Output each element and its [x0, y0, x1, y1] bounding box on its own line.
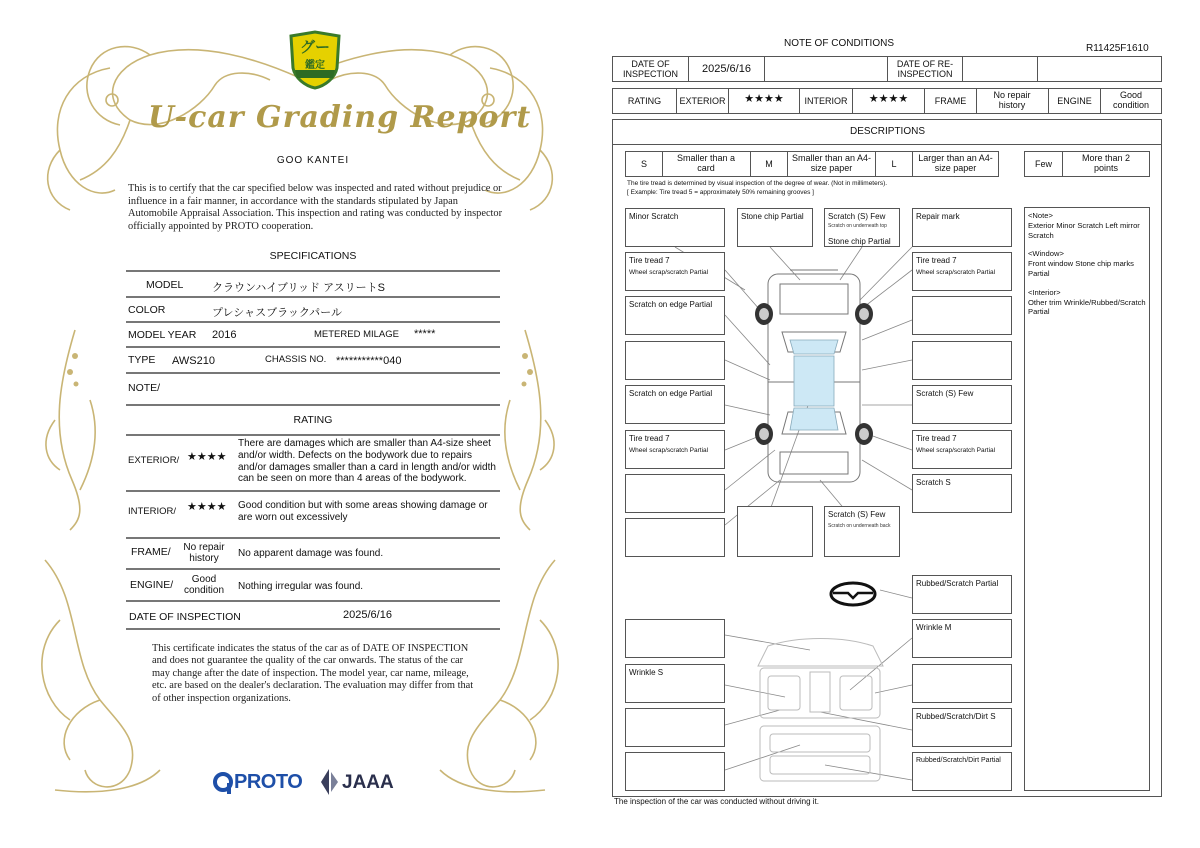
interior-description: Good condition but with some areas showing damage or are worn out excessively — [238, 500, 488, 523]
box-text: Scratch (S) Few — [828, 212, 886, 221]
note-label: NOTE/ — [128, 382, 161, 394]
mileage-label: METERED MILAGE — [314, 329, 399, 340]
box-empty — [737, 506, 813, 557]
legend-s: S — [640, 159, 647, 169]
frame-label: FRAME/ — [131, 546, 171, 558]
interior-value: Other trim Wrinkle/Rubbed/Scratch Partial — [1028, 297, 1146, 317]
box-wrinkle-m — [912, 619, 1012, 658]
box-text: Rubbed/Scratch Partial — [916, 579, 999, 588]
box-text: Tire tread 7 — [916, 256, 957, 265]
divider — [126, 296, 500, 298]
box-scratch-edge-2 — [625, 385, 725, 424]
date-of-reinspection-label: DATE OF RE-INSPECTION — [896, 59, 954, 79]
box-rubbed-partial — [912, 575, 1012, 614]
model-year-label: MODEL YEAR — [128, 329, 197, 341]
engine-value: Good condition — [1112, 90, 1150, 110]
model-value: クラウンハイブリッド アスリートS — [212, 282, 385, 294]
mileage-value: ***** — [414, 328, 436, 340]
box-text: Tire tread 7 — [629, 434, 670, 443]
goo-kantei-badge — [287, 30, 343, 90]
box-text: Tire tread 7 — [916, 434, 957, 443]
report-subtitle: GOO KANTEI — [276, 155, 350, 166]
chassis-value: ***********040 — [336, 355, 402, 367]
box-tire-rear-left — [625, 430, 725, 469]
box-empty — [625, 619, 725, 658]
legend-few: Few — [1034, 159, 1052, 169]
badge-top-text: グー — [299, 39, 330, 56]
divider — [126, 490, 500, 492]
note-heading: <Note> — [1028, 211, 1053, 220]
legend-m-desc: Smaller than an A4-size paper — [791, 153, 872, 173]
box-text: Scratch on edge Partial — [629, 300, 713, 309]
box-text: Minor Scratch — [629, 212, 679, 221]
interior-heading: <Interior> — [1028, 287, 1061, 297]
frame-description: No apparent damage was found. — [238, 548, 384, 559]
legend-l: L — [891, 159, 897, 169]
box-text: Scratch (S) Few — [828, 510, 886, 519]
exterior-stars: ★★★★ — [187, 451, 227, 463]
box-empty — [912, 341, 1012, 380]
frame-label: FRAME — [934, 96, 967, 106]
box-text: Wrinkle M — [916, 623, 952, 632]
model-year-value: 2016 — [212, 329, 237, 341]
proto-logo — [212, 770, 312, 796]
engine-label: ENGINE — [1057, 96, 1092, 106]
note-value: Exterior Minor Scratch Left mirror Scratch — [1028, 220, 1140, 240]
box-minor-scratch — [625, 208, 725, 247]
proto-logo-text: PROTO — [234, 771, 303, 793]
rating-label: RATING — [627, 96, 662, 106]
divider — [126, 321, 500, 323]
type-value: AWS210 — [172, 355, 216, 367]
box-scratch-s — [912, 474, 1012, 513]
steering-wheel-icon — [828, 580, 878, 608]
exterior-description: There are damages which are smaller than A4-size sheet and/or width. Defects on the bodywork due to repairs and/or damages smaller than a card in length and/or width can be seen on more than 4 areas of the bodywork. — [238, 438, 496, 485]
box-text: Wheel scrap/scratch Partial — [629, 269, 709, 276]
box-tire-front-left — [625, 252, 725, 291]
box-text: Rubbed/Scratch/Dirt S — [916, 712, 996, 721]
box-text: Scratch S — [916, 478, 951, 487]
box-empty — [912, 296, 1012, 335]
inspection-date-value: 2025/6/16 — [343, 609, 392, 621]
box-text: Wheel scrap/scratch Partial — [629, 447, 709, 454]
car-top-view-diagram — [750, 262, 880, 492]
report-title: U-car Grading Report — [148, 100, 532, 135]
car-interior-diagram — [748, 636, 893, 786]
box-wrinkle-s — [625, 664, 725, 703]
box-text: Stone chip Partial — [741, 212, 804, 221]
specifications-heading: SPECIFICATIONS — [269, 250, 357, 262]
reference-number: R11425F1610 — [1086, 43, 1149, 54]
divider — [126, 628, 500, 630]
interior-label: INTERIOR/ — [128, 506, 177, 517]
box-empty — [625, 474, 725, 513]
date-of-inspection-value: 2025/6/16 — [702, 63, 751, 75]
box-text: Wrinkle S — [629, 668, 664, 677]
box-text: Rubbed/Scratch/Dirt Partial — [916, 757, 1001, 764]
divider — [126, 434, 500, 436]
note-of-conditions-page — [600, 0, 1200, 848]
certificate-text: This is to certify that the car specified below was inspected and rated without prejudice or influence in a fair manner, in accordance with the standards stipulated by Japan Automobile Appraisal Association. This inspection and rating was conducted by inspector officially appointed by PROTO cooperation. — [128, 183, 503, 232]
chassis-label: CHASSIS NO. — [265, 354, 327, 365]
box-rubbed-dirt-s — [912, 708, 1012, 747]
divider — [126, 568, 500, 570]
type-label: TYPE — [128, 354, 156, 366]
frame-value: No repair history — [183, 542, 225, 564]
box-text: Stone chip Partial — [828, 237, 891, 246]
box-scratch-edge-1 — [625, 296, 725, 335]
window-heading: <Window> — [1028, 249, 1064, 259]
inspection-date-label: DATE OF INSPECTION — [129, 611, 241, 623]
divider — [126, 270, 500, 272]
window-value: Front window Stone chip marks Partial — [1028, 259, 1134, 278]
date-of-inspection-label: DATE OF INSPECTION — [622, 59, 678, 79]
divider — [126, 346, 500, 348]
divider — [126, 372, 500, 374]
box-repair-mark — [912, 208, 1012, 247]
box-text: Repair mark — [916, 212, 960, 221]
legend-s-desc: Smaller than a card — [676, 153, 736, 173]
color-value: プレシャスブラックパール — [212, 307, 342, 319]
jaaa-logo — [318, 768, 398, 796]
box-subtext: Scratch on underneath top — [828, 223, 887, 229]
box-stone-chip — [737, 208, 813, 247]
conditions-heading: NOTE OF CONDITIONS — [784, 38, 894, 49]
exterior-label: EXTERIOR — [679, 96, 726, 106]
box-empty — [912, 664, 1012, 703]
box-scratch-few-top — [824, 208, 900, 247]
box-scratch-few-right — [912, 385, 1012, 424]
box-text: Wheel scrap/scratch Partial — [916, 269, 996, 276]
legend-l-desc: Larger than an A4-size paper — [918, 153, 993, 173]
tire-note: The tire tread is determined by visual inspection of the degree of wear. (Not in millimeters). — [627, 180, 888, 187]
tire-example: [ Example: Tire tread 5 = approximately 50% remaining grooves ] — [627, 189, 814, 196]
box-empty — [625, 518, 725, 557]
box-tire-front-right — [912, 252, 1012, 291]
frame-value: No repair history — [993, 90, 1031, 110]
engine-label: ENGINE/ — [130, 579, 174, 591]
box-scratch-few-bottom — [824, 506, 900, 557]
jaaa-logo-text: JAAA — [342, 772, 394, 793]
interior-label: INTERIOR — [804, 96, 848, 106]
engine-description: Nothing irregular was found. — [238, 581, 364, 592]
badge-mid-text: 鑑定 — [305, 60, 325, 71]
legend-m: M — [765, 159, 773, 169]
divider — [126, 404, 500, 406]
proto-mark-icon — [212, 771, 234, 795]
exterior-stars: ★★★★ — [744, 93, 784, 105]
model-label: MODEL — [146, 279, 184, 291]
engine-value: Good condition — [183, 574, 225, 596]
box-subtext: Scratch on underneath back — [828, 523, 891, 529]
conditions-footer: The inspection of the car was conducted without driving it. — [614, 797, 819, 806]
box-text: Tire tread 7 — [629, 256, 670, 265]
box-rubbed-dirt-partial — [912, 752, 1012, 791]
box-text: Scratch on edge Partial — [629, 389, 713, 398]
exterior-label: EXTERIOR/ — [128, 455, 180, 466]
box-empty — [625, 341, 725, 380]
notes-panel — [1028, 211, 1148, 317]
interior-stars: ★★★★ — [868, 93, 909, 105]
box-tire-rear-right — [912, 430, 1012, 469]
box-empty — [625, 708, 725, 747]
jaaa-mark-icon — [318, 768, 340, 796]
certificate-footer: This certificate indicates the status of the car as of DATE OF INSPECTION and does not guarantee the quality of the car onwards. The status of the car may change after the date of inspection. The model year, car name, mileage, etc. are based on the dealer's declaration. The evaluation may differ from that of other inspection organizations. — [152, 643, 474, 704]
legend-few-desc: More than 2 points — [1081, 153, 1131, 173]
rating-heading: RATING — [293, 414, 333, 426]
divider — [126, 537, 500, 539]
box-text: Wheel scrap/scratch Partial — [916, 447, 996, 454]
descriptions-heading: DESCRIPTIONS — [849, 126, 925, 137]
color-label: COLOR — [128, 304, 166, 316]
divider — [126, 600, 500, 602]
box-empty — [625, 752, 725, 791]
interior-stars: ★★★★ — [187, 501, 227, 513]
box-text: Scratch (S) Few — [916, 389, 974, 398]
